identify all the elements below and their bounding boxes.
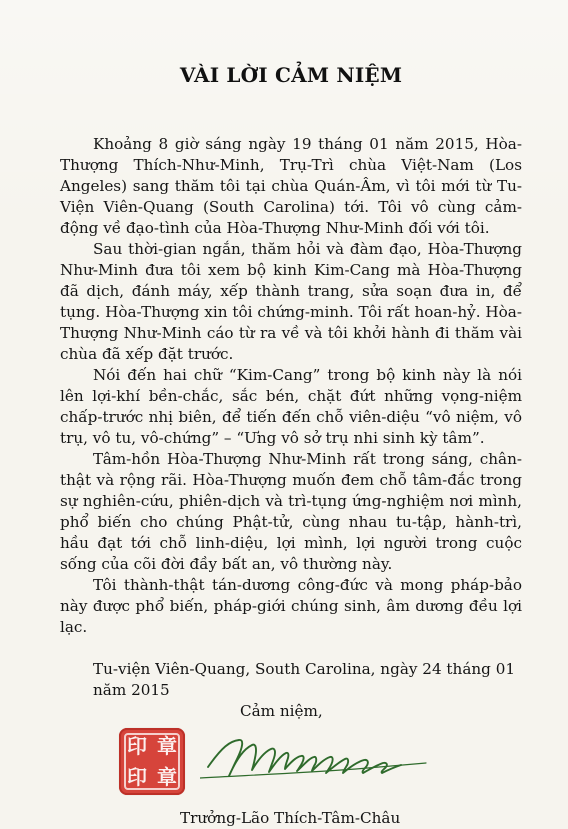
paragraph-1: Khoảng 8 giờ sáng ngày 19 tháng 01 năm 2015, Hòa-Thượng Thích-Như-Minh, Trụ-Trì chùa Việt-Nam (Los Angeles) sang thăm tôi tại chùa Quán-Âm, vì tôi mới từ Tu-Viện Viên-Quang (South Carolina) tới. Tôi vô cùng cảm-động về đạo-tình của Hòa-Thượng Như-Minh đối với tôi. [60, 135, 522, 237]
paragraph-3: Nói đến hai chữ “Kim-Cang” trong bộ kinh này là nói lên lợi-khí bền-chắc, sắc bén, chặt đứt những vọng-niệm chấp-trước nhị biên, để tiến đến chỗ viên-diệu “vô niệm, vô trụ, vô tu, vô-chứng” – “Ưng vô sở trụ nhi sinh kỳ tâm”. [60, 366, 522, 447]
seal-character: 章 [157, 765, 177, 789]
seal-character: 印 [127, 734, 147, 758]
seal-character: 印 [127, 765, 147, 789]
handwritten-signature [200, 729, 430, 783]
paragraph-4: Tâm-hồn Hòa-Thượng Như-Minh rất trong sáng, chân-thật và rộng rãi. Hòa-Thượng muốn đem chỗ tâm-đắc trong sự nghiên-cứu, phiên-dịch và trì-tụng ứng-nghiệm nơi mình, phổ biến cho chúng Phật-tử, cùng nhau tu-tập, hành-trì, hầu đạt tới chỗ linh-diệu, lợi mình, lợi người trong cuộc sống của cõi đời đầy bất an, vô thường này. [60, 450, 522, 573]
seal-character: 章 [157, 734, 177, 758]
place-date-line: Tu-viện Viên-Quang, South Carolina, ngày 24 tháng 01 năm 2015 [93, 660, 516, 699]
paragraph-5: Tôi thành-thật tán-dương công-đức và mong pháp-bảo này được phổ biến, pháp-giới chúng sinh, âm dương đều lợi lạc. [60, 576, 522, 636]
document-body [60, 134, 522, 638]
signer-name: Trưởng-Lão Thích-Tâm-Châu [180, 809, 401, 827]
signature-stroke [208, 740, 401, 776]
paragraph-2: Sau thời-gian ngắn, thăm hỏi và đàm đạo, Hòa-Thượng Như-Minh đưa tôi xem bộ kinh Kim-Cang mà Hòa-Thượng đã dịch, đánh máy, xếp thành trang, sửa soạn đưa in, để tụng. Hòa-Thượng xin tôi chứng-minh. Tôi rất hoan-hỷ. Hòa-Thượng Như-Minh cáo từ ra về và tôi khởi hành đi thăm vài chùa đã xếp đặt trước. [60, 240, 522, 363]
closing-line: Cảm niệm, [240, 702, 323, 720]
signature-block [60, 728, 522, 806]
document-title: VÀI LỜI CẢM NIỆM [179, 63, 403, 87]
red-seal-stamp [119, 728, 185, 795]
